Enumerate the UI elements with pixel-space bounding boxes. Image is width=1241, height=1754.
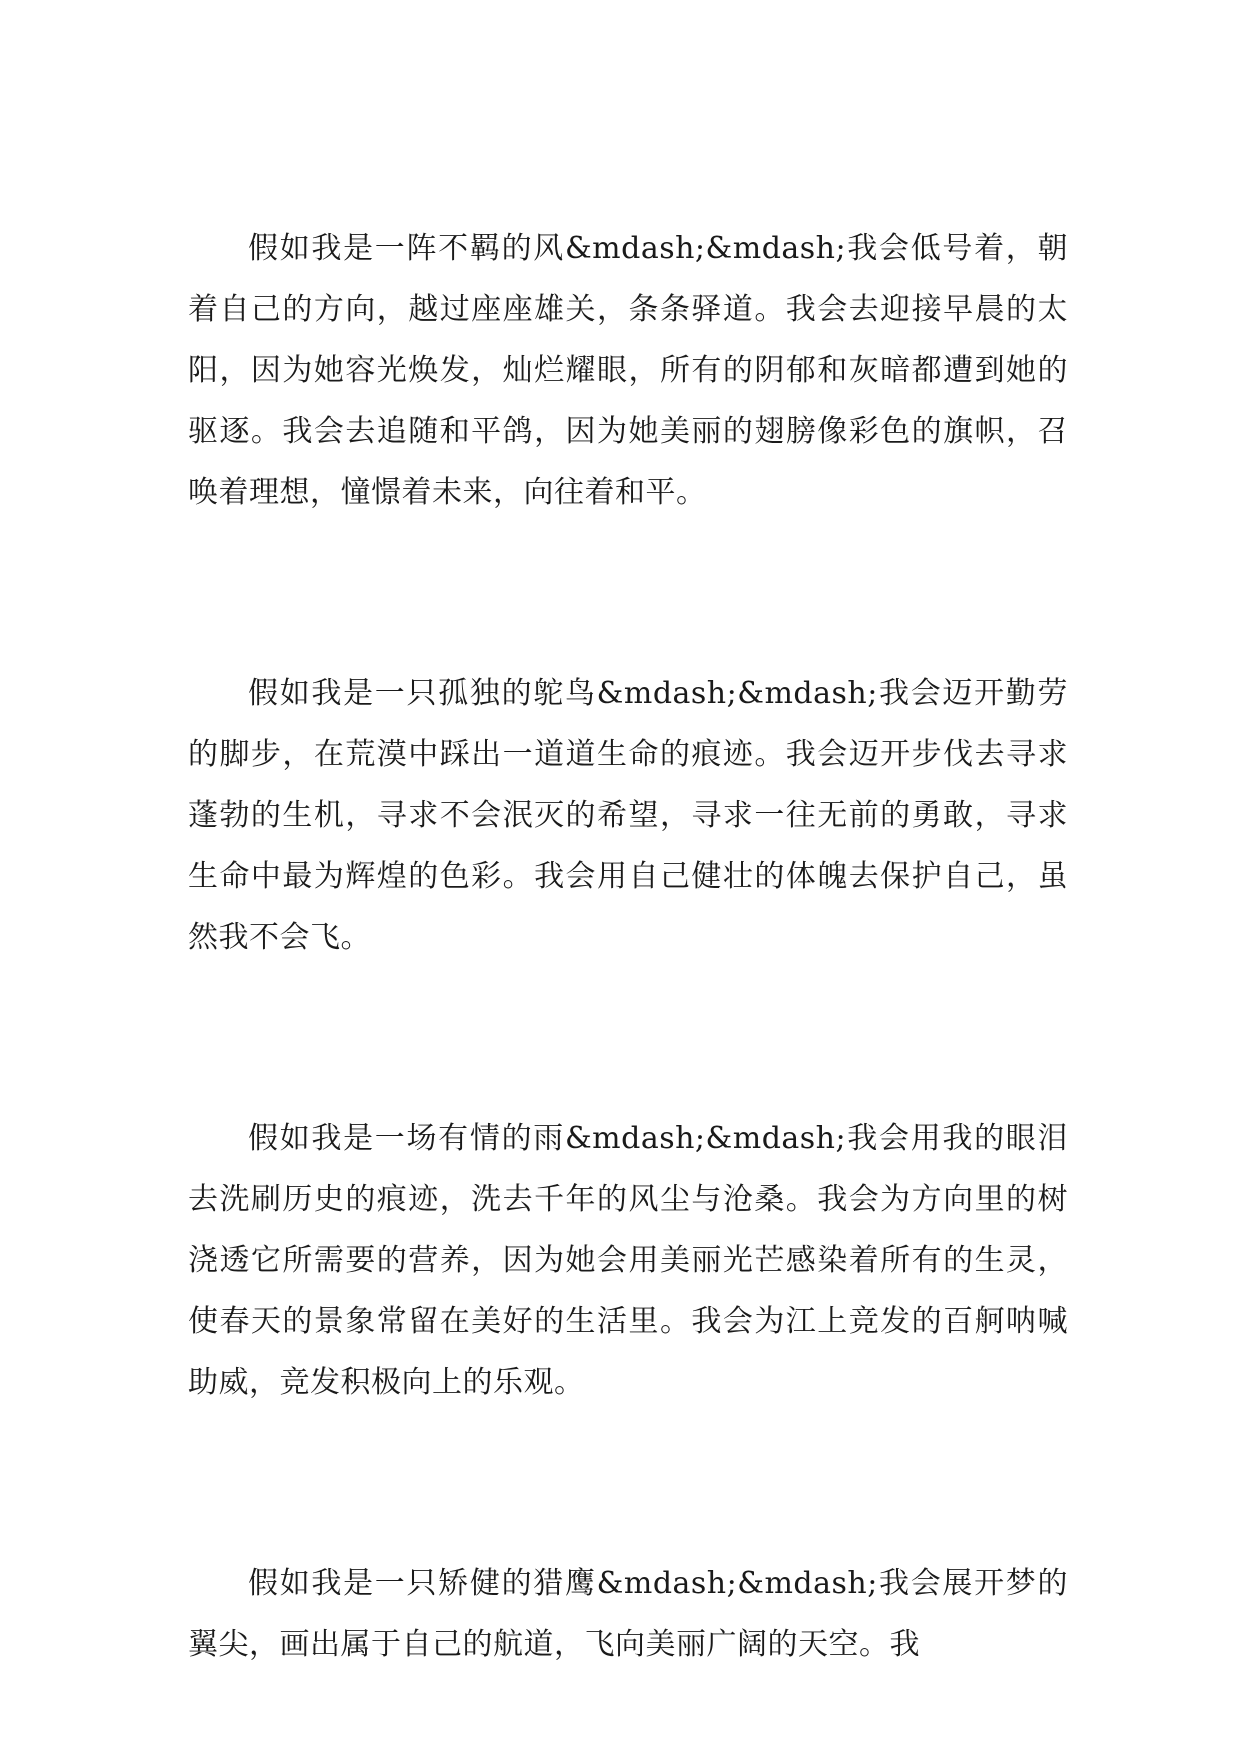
paragraph-wind: 假如我是一阵不羁的风&mdash;&mdash;我会低号着，朝着自己的方向，越过座座雄关，条条驿道。我会去迎接早晨的太阳，因为她容光焕发，灿烂耀眼，所有的阴郁和灰暗都遭到她的驱逐。我会去追随和平鸽，因为她美丽的翅膀像彩色的旗帜，召唤着理想，憧憬着未来，向往着和平。 [188,231,1068,510]
paragraph-rain: 假如我是一场有情的雨&mdash;&mdash;我会用我的眼泪去洗刷历史的痕迹，洗去千年的风尘与沧桑。我会为方向里的树浇透它所需要的营养，因为她会用美丽光芒感染着所有的生灵，使春天的景象常留在美好的生活里。我会为江上竞发的百舸呐喊助威，竞发积极向上的乐观。 [188,1121,1068,1400]
paragraph-ostrich: 假如我是一只孤独的鸵鸟&mdash;&mdash;我会迈开勤劳的脚步，在荒漠中踩出一道道生命的痕迹。我会迈开步伐去寻求蓬勃的生机，寻求不会泯灭的希望，寻求一往无前的勇敢，寻求生命中最为辉煌的色彩。我会用自己健壮的体魄去保护自己，虽然我不会飞。 [188,676,1068,955]
paragraph-hawk: 假如我是一只矫健的猎鹰&mdash;&mdash;我会展开梦的翼尖，画出属于自己的航道，飞向美丽广阔的天空。我 [188,1566,1068,1662]
document-body [188,218,1068,1675]
